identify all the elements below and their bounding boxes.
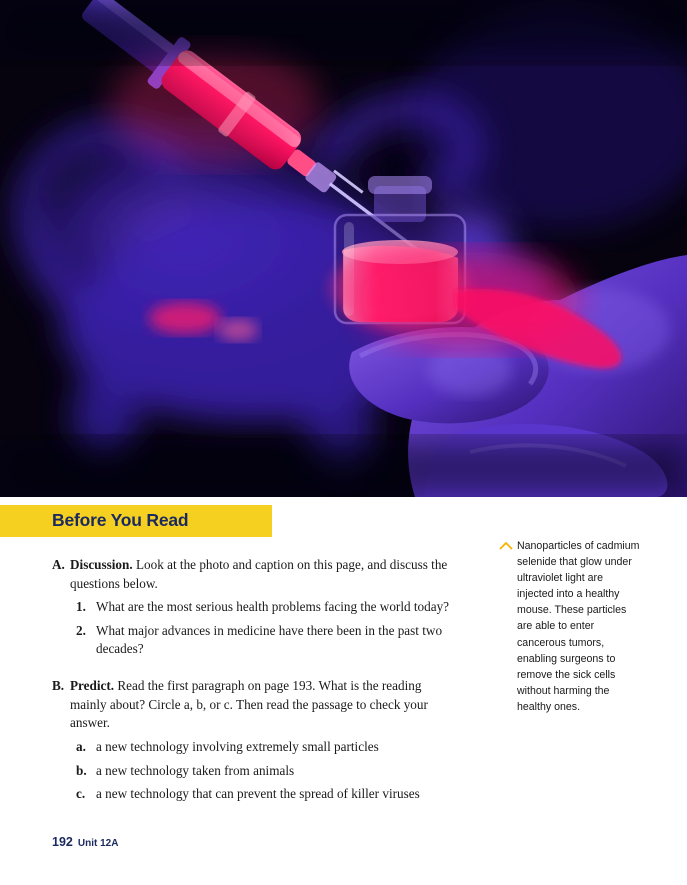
exercises-column <box>52 556 452 817</box>
exercise-b-instruction: Read the first paragraph on page 193. What is the reading mainly about? Circle a, b, or c. Then read the passage to check your answer. <box>70 677 428 731</box>
option-text: a new technology taken from animals <box>96 762 295 778</box>
section-heading: Before You Read <box>52 510 189 530</box>
exercise-a-letter: A. <box>52 557 65 572</box>
list-item[interactable] <box>70 785 452 803</box>
option-letter: c. <box>76 786 86 802</box>
page-footer <box>52 835 118 849</box>
option-letter: a. <box>76 739 86 755</box>
list-item <box>70 598 452 616</box>
exercise-a <box>52 556 452 659</box>
question-text: What are the most serious health problems facing the world today? <box>96 599 450 615</box>
question-text: What major advances in medicine have there been in the past two decades? <box>96 622 443 657</box>
photo-caption: Nanoparticles of cadmium selenide that glow under ultraviolet light are injected into a healthy mouse. These particles are able to enter cancerous tumors, enabling surgeons to remove the sick cells without harming the healthy ones. <box>517 540 640 713</box>
list-item[interactable] <box>70 762 452 780</box>
exercise-a-lead: Discussion. <box>70 557 133 572</box>
exercise-b <box>52 677 452 804</box>
list-item[interactable] <box>70 738 452 756</box>
question-number: 1. <box>76 599 86 615</box>
exercise-b-letter: B. <box>52 677 65 693</box>
question-number: 2. <box>76 622 86 638</box>
exercise-a-instruction: Look at the photo and caption on this page, and discuss the questions below. <box>70 557 448 591</box>
exercise-a-question-list <box>70 598 452 658</box>
page-number: 192 <box>52 835 73 849</box>
chevron-up-icon <box>499 539 513 553</box>
option-text: a new technology involving extremely small particles <box>96 739 379 755</box>
exercise-b-option-list <box>70 738 452 803</box>
list-item <box>70 622 452 659</box>
unit-label: Unit 12A <box>77 838 119 849</box>
option-letter: b. <box>76 762 87 778</box>
exercise-b-lead: Predict. <box>70 677 115 693</box>
option-text: a new technology that can prevent the spread of killer viruses <box>96 786 420 802</box>
